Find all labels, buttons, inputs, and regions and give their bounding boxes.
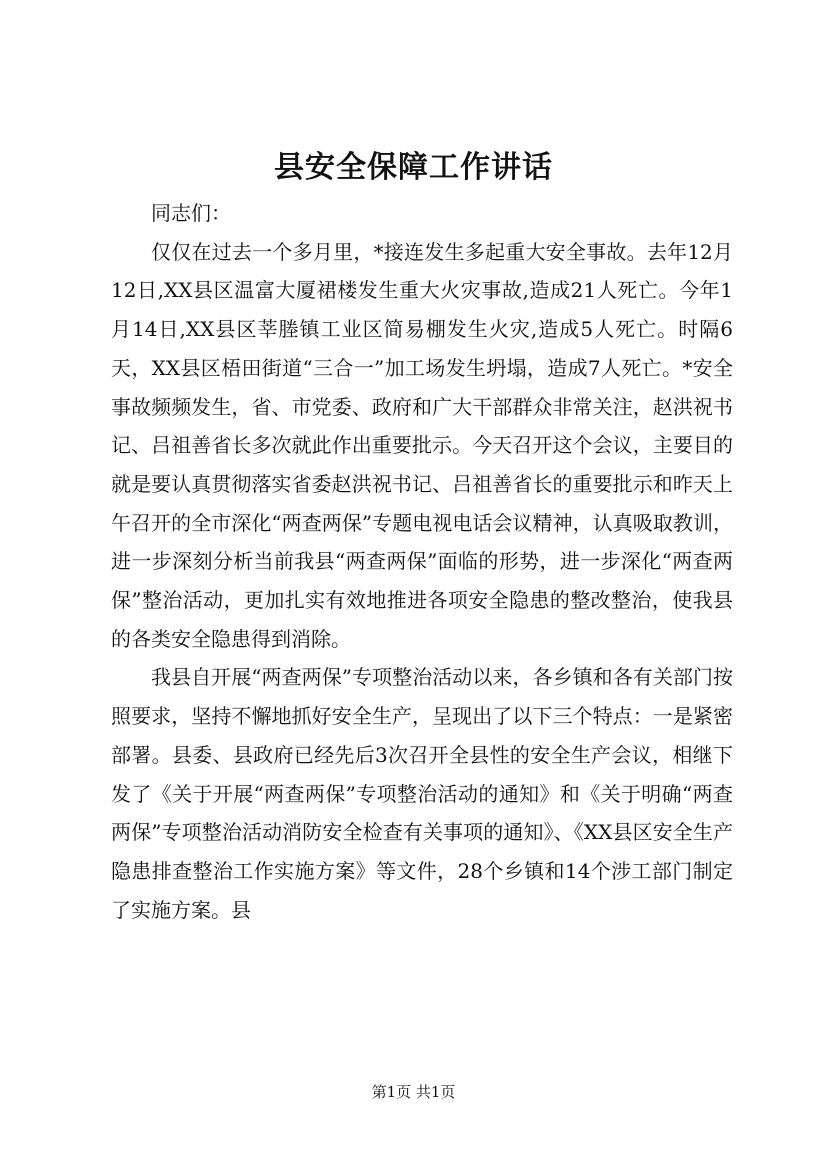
page-footer: 第1页 共1页 xyxy=(371,1083,456,1101)
paragraph-1: 仅仅在过去一个多月里，*接连发生多起重大安全事故。去年12月12日,XX县区温富大厦裙楼发生重大火灾事故,造成21人死亡。今年1月14日,XX县区莘塍镇工业区简易棚发生火灾,造成5人死亡。时隔6天，XX县区梧田街道“三合一”加工场发生坍塌，造成7人死亡。*安全事故频频发生，省、市党委、政府和广大干部群众非常关注，赵洪祝书记、吕祖善省长多次就此作出重要批示。今天召开这个会议，主要目的就是要认真贯彻落实省委赵洪祝书记、吕祖善省长的重要批示和昨天上午召开的全市深化“两查两保”专题电视电话会议精神，认真吸取教训，进一步深刻分析当前我县“两查两保”面临的形势，进一步深化“两查两保”整治活动，更加扎实有效地推进各项安全隐患的整改整治，使我县的各类安全隐患得到消除。 xyxy=(111,239,733,651)
paragraph-2: 我县自开展“两查两保”专项整治活动以来，各乡镇和各有关部门按照要求，坚持不懈地抓好安全生产，呈现出了以下三个特点：一是紧密部署。县委、县政府已经先后3次召开全县性的安全生产会议，相继下发了《关于开展“两查两保”专项整治活动的通知》和《关于明确“两查两保”专项整治活动消防安全检查有关事项的通知》、《XX县区安全生产隐患排查整治工作实施方案》等文件，28个乡镇和14个涉工部门制定了实施方案。县 xyxy=(111,665,733,922)
document-body xyxy=(111,194,733,929)
document-title: 县安全保障工作讲话 xyxy=(274,150,553,185)
salutation: 同志们： xyxy=(151,201,231,225)
